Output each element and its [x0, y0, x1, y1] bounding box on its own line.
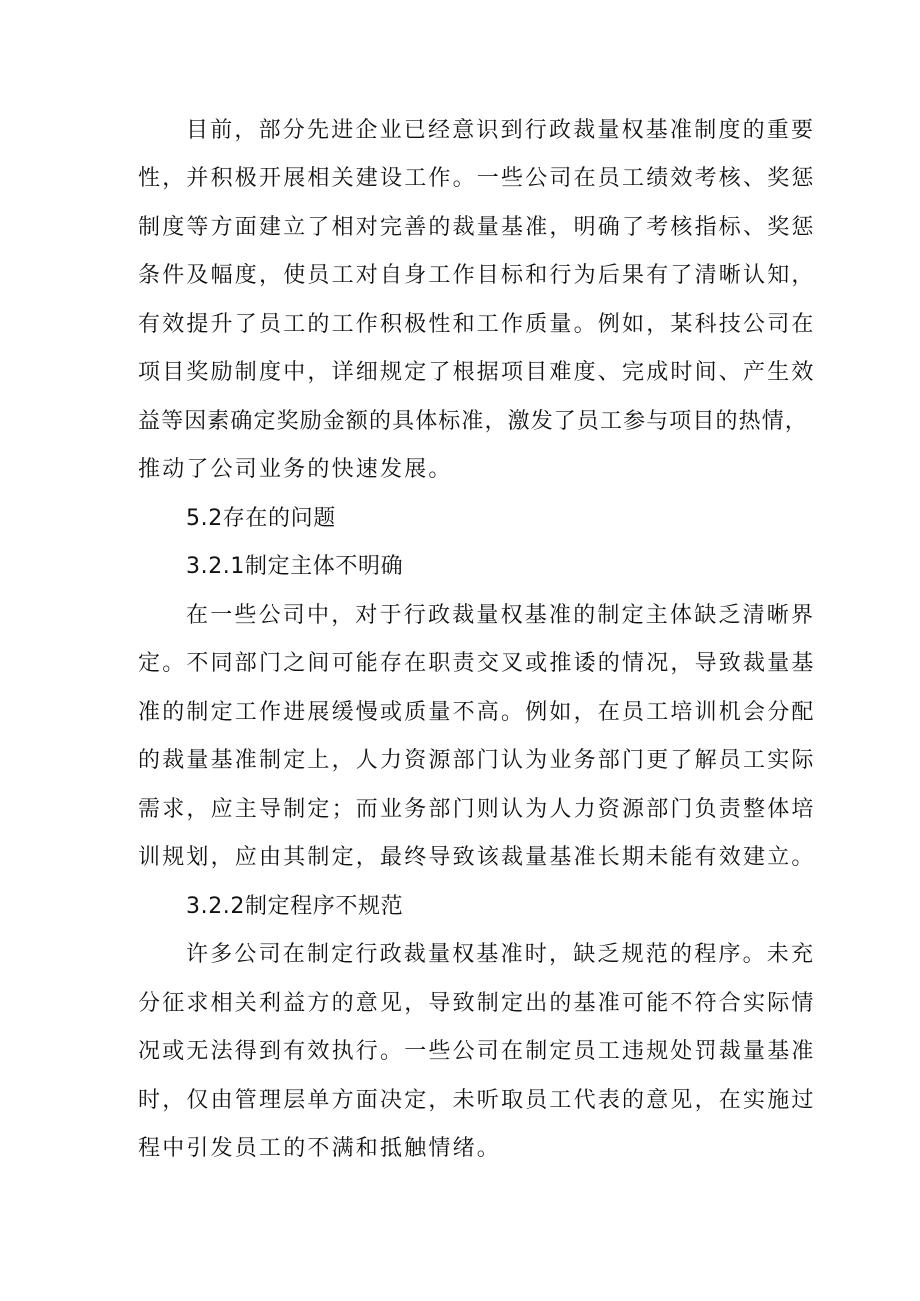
section-heading-5-2: 5.2存在的问题 — [186, 506, 336, 531]
paragraph-1-line-3: 制度等方面建立了相对完善的裁量基准，明确了考核指标、奖惩 — [138, 215, 816, 240]
paragraph-1-line-1: 目前，部分先进企业已经意识到行政裁量权基准制度的重要 — [186, 118, 816, 143]
paragraph-2-line-1: 在一些公司中，对于行政裁量权基准的制定主体缺乏清晰界 — [186, 603, 816, 628]
paragraph-1-line-2: 性，并积极开展相关建设工作。一些公司在员工绩效考核、奖惩 — [138, 166, 816, 191]
paragraph-3-line-5: 程中引发员工的不满和抵触情绪。 — [138, 1136, 502, 1161]
paragraph-1-line-7: 益等因素确定奖励金额的具体标准，激发了员工参与项目的热情， — [138, 409, 808, 434]
subsection-heading-3-2-2: 3.2.2制定程序不规范 — [186, 894, 404, 919]
paragraph-2-line-4: 的裁量基准制定上，人力资源部门认为业务部门更了解员工实际 — [138, 748, 816, 773]
paragraph-2-line-2: 定。不同部门之间可能存在职责交叉或推诿的情况，导致裁量基 — [138, 651, 816, 676]
subsection-heading-3-2-1: 3.2.1制定主体不明确 — [186, 554, 404, 579]
paragraph-1-line-6: 项目奖励制度中，详细规定了根据项目难度、完成时间、产生效 — [138, 360, 816, 385]
paragraph-1-line-4: 条件及幅度，使员工对自身工作目标和行为后果有了清晰认知， — [138, 263, 816, 288]
paragraph-3-line-3: 况或无法得到有效执行。一些公司在制定员工违规处罚裁量基准 — [138, 1039, 816, 1064]
paragraph-3-line-2: 分征求相关利益方的意见，导致制定出的基准可能不符合实际情 — [138, 991, 816, 1016]
paragraph-3-line-4: 时，仅由管理层单方面决定，未听取员工代表的意见，在实施过 — [138, 1088, 816, 1113]
paragraph-2-line-6: 训规划，应由其制定，最终导致该裁量基准长期未能有效建立。 — [138, 845, 816, 870]
paragraph-2-line-5: 需求，应主导制定；而业务部门则认为人力资源部门负责整体培 — [138, 797, 816, 822]
paragraph-1-line-5: 有效提升了员工的工作积极性和工作质量。例如，某科技公司在 — [138, 312, 816, 337]
paragraph-3-line-1: 许多公司在制定行政裁量权基准时，缺乏规范的程序。未充 — [186, 942, 816, 967]
paragraph-2-line-3: 准的制定工作进展缓慢或质量不高。例如，在员工培训机会分配 — [138, 700, 816, 725]
paragraph-1-line-8: 推动了公司业务的快速发展。 — [138, 457, 453, 482]
